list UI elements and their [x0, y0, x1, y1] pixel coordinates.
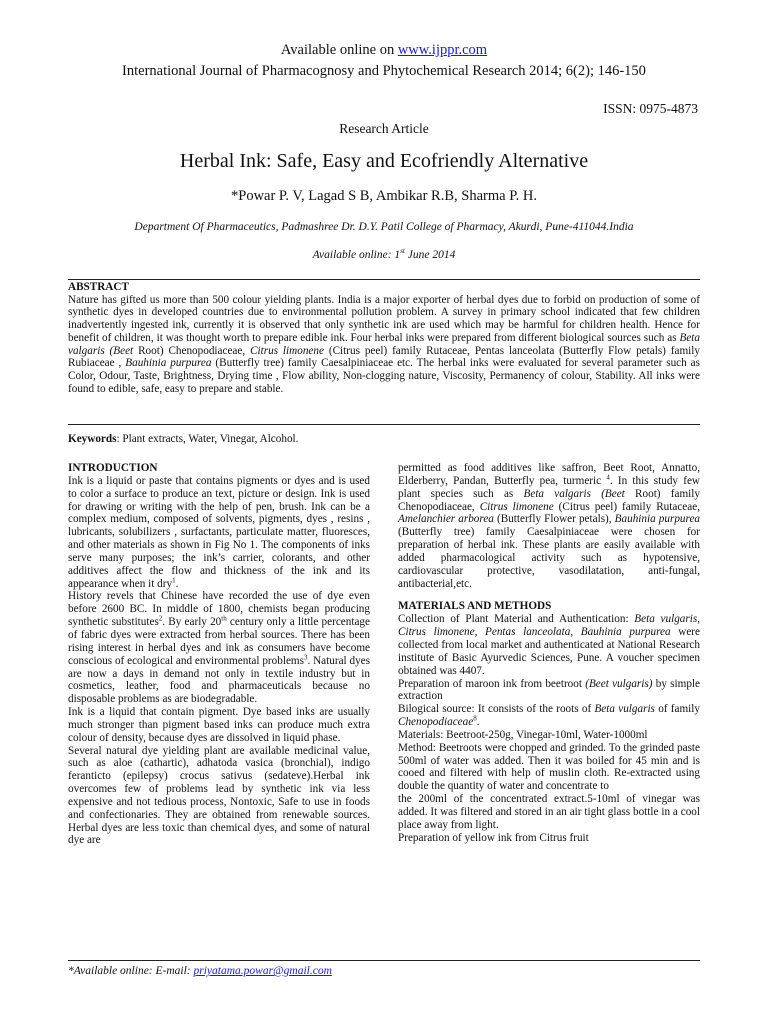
footer-rule [68, 960, 700, 961]
right-column [398, 462, 700, 844]
abstract-bottom-rule [68, 424, 700, 425]
footer: *Available online: E-mail: priyatama.powar@gmail.com [68, 965, 332, 977]
materials-methods-heading: MATERIALS AND METHODS [398, 600, 552, 613]
method-paragraph-cont: the 200ml of the concentrated extract.5-10ml of vinegar was added. It was filtered and stored in an air tight glass bottle in a cool place away from light. [398, 793, 700, 831]
abstract: ABSTRACT Nature has gifted us more than 500 colour yielding plants. India is a major exporter of herbal dyes due to forbid on production of some of synthetic dyes in developed countries due to environmental pollution problem. A survey in primary school indicated that few children inadvertently ingested ink, currently it is observed that only synthetic ink are used which may be harmful for children health. Hence for benefit of children, it was thought worth to prepare edible ink. Four herbal inks were prepared from different biological sources such as Beta valgaris (Beet Root) Chenopodiaceae, Citrus limonene (Citrus peel) family Rutaceae, Pentas lanceolata (Butterfly Flow petals) family Rubiaceae , Bauhinia purpurea (Butterfly tree) family Caesalpiniaceae etc. The herbal inks were evaluated for several parameter such as Color, Odour, Taste, Brightness, Drying time , Flow ability, Non-clogging nature, Viscosity, Permanency of colour, Stability. All inks were found to edible, safe, easy to prepare and stable. [68, 281, 701, 395]
journal-citation: International Journal of Pharmacognosy and Phytochemical Research 2014; 6(2); 146-150 [122, 63, 646, 79]
keywords: Keywords: Plant extracts, Water, Vinegar, Alcohol. [68, 433, 299, 445]
intro-paragraph-3: Ink is a liquid that contain pigment. Dye based inks are usually much stronger than pigment based inks can produce much extra colour of density, because dyes are dissolved in liquid phase. [68, 706, 370, 744]
collection-paragraph: Collection of Plant Material and Authentication: Beta vulgaris, Citrus limonene, Pentas lanceolata, Bauhinia purpurea were collected from local market and authenticated at National Research institute of Basic Ayurvedic Sciences, Pune. A voucher specimen obtained was 4407. [398, 613, 700, 677]
journal-url-link[interactable]: www.ijppr.com [397, 42, 488, 58]
authors: *Powar P. V, Lagad S B, Ambikar R.B, Sharma P. H. [231, 188, 537, 204]
method-paragraph: Method: Beetroots were chopped and grinded. To the grinded paste 500ml of water was added. Then it was boiled for 45 min and is cooed and filtered with help of muslin cloth. Re-extracted using double the quantity of water and concentrate to [398, 741, 700, 793]
biological-source: Bilogical source: It consists of the roots of Beta vulgaris of family Chenopodiaceae$^8$. [398, 703, 700, 729]
affiliation: Department Of Pharmaceutics, Padmashree Dr. D.Y. Patil College of Pharmacy, Akurdi, Pune-411044.India [134, 221, 634, 233]
abstract-heading: ABSTRACT [68, 281, 129, 293]
abstract-top-rule [68, 279, 700, 280]
yellow-ink-heading: Preparation of yellow ink from Citrus fruit [398, 831, 589, 844]
materials-list: Materials: Beetroot-250g, Vinegar-10ml, Water-1000ml [398, 728, 648, 741]
available-prefix: Available online on [280, 42, 398, 58]
available-date: Available online: 1st June 2014 [312, 247, 456, 261]
header-availability [0, 42, 768, 59]
maroon-ink-heading: Preparation of maroon ink from beetroot (Beet vulgaris) by simple extraction [398, 677, 700, 703]
article-type: Research Article [339, 121, 429, 136]
author-email-link[interactable]: priyatama.powar@gmail.com [193, 965, 332, 977]
introduction-heading: INTRODUCTION [68, 462, 158, 474]
issn: ISSN: 0975-4873 [603, 101, 698, 116]
intro-paragraph-2: History revels that Chinese have recorded the use of dye even before 2600 BC. In middle of 1800, chemists began producing synthetic substitutes$^2$. By early 20th century only a little percentage of fabric dyes were extracted from herbal sources. There has been rising interest in herbal dyes and ink as consumers have become conscious of ecological and environmental problems$^3$. Natural dyes are now a days in demand not only in textile industry but in cosmetics, leather, food and pharmaceuticals because no disposable problems as are biodegradable. [68, 590, 370, 706]
paper-title: Herbal Ink: Safe, Easy and Ecofriendly Alternative [179, 150, 589, 172]
intro-paragraph-1: Ink is a liquid or paste that contains pigments or dyes and is used to color a surface to produce an text, picture or design. Ink is used for drawing or writing with the help of pen, brush. Ink can be a complex medium, composed of solvents, pigments, dyes , resins , lubricants, solubilizers , surfactants, particulate matter, fluoresces, and other materials as shown in Fig No 1. The components of inks serve many purposes; the ink’s carrier, colorants, and other additives affect the flow and thickness of the ink and its appearance when it dry$^1$. [68, 474, 370, 590]
intro-continuation: permitted as food additives like saffron, Beet Root, Annatto, Elderberry, Pandan, Butterfly pea, turmeric $^4$. In this study few plant species such as Beta valgaris (Beet Root) family Chenopodiaceae, Citrus limonene (Citrus peel) family Rutaceae, Amelanchier arborea (Butterfly Flower petals), Bauhinia purpurea (Butterfly tree) family Caesalpiniaceae were chosen for preparation of herbal ink. These plants are easily available with added pharmacological activity such as hypotensive, cardiovascular protective, vasodilatation, anti-fungal, antibacterial,etc. [398, 462, 701, 590]
intro-paragraph-4: Several natural dye yielding plant are available medicinal value, such as aloe (cathartic), adhatoda vasica (bronchial), indigo feranticto (epilepsy) crocus sativus (sedateve).Herbal ink overcomes few of problems lead by synthetic ink via less expensive and not tedious process, Nontoxic, Safe to use in foods and confectionaries. They are obtained from renewable sources. Herbal dyes are less toxic than chemical dyes, and some of natural dye are [68, 744, 370, 847]
left-column [68, 462, 370, 847]
